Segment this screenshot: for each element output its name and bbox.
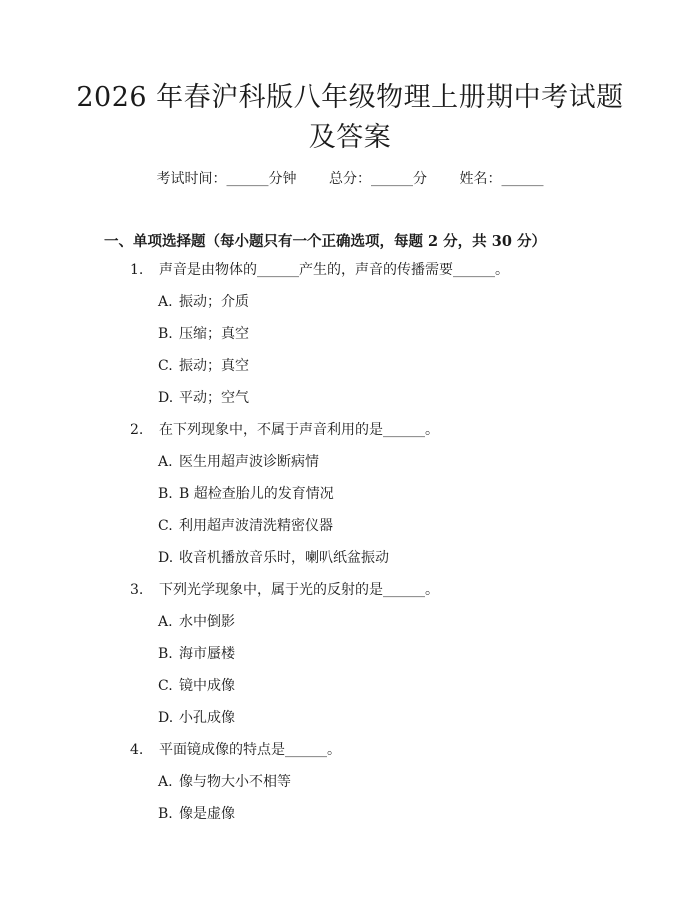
option-text: 小孔成像 (179, 710, 235, 726)
option-letter: C. (158, 518, 173, 534)
student-name-field: 姓名：______ (459, 171, 544, 187)
total-score-field: 总分：______分 (329, 171, 427, 187)
page-title (60, 78, 640, 158)
option-text: 水中倒影 (179, 614, 235, 630)
option-text: 像与物大小不相等 (179, 774, 291, 790)
question-text: 下列光学现象中，属于光的反射的是______。 (159, 582, 439, 598)
question-number: 1. (130, 262, 144, 278)
option-2b (158, 484, 334, 504)
question-number: 2. (130, 422, 144, 438)
option-4b (158, 804, 235, 824)
option-text: 压缩；真空 (179, 326, 249, 342)
option-letter: B. (158, 806, 173, 822)
option-3c (158, 676, 235, 696)
option-letter: D. (158, 550, 174, 566)
title-line-2: 及答案 (308, 122, 392, 153)
option-letter: B. (158, 326, 173, 342)
option-letter: C. (158, 358, 173, 374)
option-text: 振动；真空 (179, 358, 249, 374)
question-1 (130, 260, 509, 280)
option-text: 海市蜃楼 (179, 646, 235, 662)
question-text: 平面镜成像的特点是______。 (159, 742, 341, 758)
exam-time-field: 考试时间：______分钟 (156, 171, 297, 187)
question-4 (130, 740, 341, 760)
option-1b (158, 324, 249, 344)
option-text: B 超检查胎儿的发育情况 (179, 486, 334, 502)
exam-meta (0, 168, 700, 188)
option-2d (158, 548, 389, 568)
option-text: 医生用超声波诊断病情 (179, 454, 319, 470)
option-letter: B. (158, 646, 173, 662)
option-3b (158, 644, 235, 664)
option-2a (158, 452, 319, 472)
option-letter: C. (158, 678, 173, 694)
option-letter: A. (158, 774, 173, 790)
question-text: 声音是由物体的______产生的，声音的传播需要______。 (159, 262, 509, 278)
option-letter: D. (158, 390, 174, 406)
option-text: 平动；空气 (179, 390, 249, 406)
option-1c (158, 356, 249, 376)
option-text: 振动；介质 (179, 294, 249, 310)
option-letter: D. (158, 710, 174, 726)
question-number: 4. (130, 742, 144, 758)
question-number: 3. (130, 582, 144, 598)
title-line-1: 2026 年春沪科版八年级物理上册期中考试题 (76, 82, 624, 113)
option-text: 像是虚像 (179, 806, 235, 822)
question-text: 在下列现象中，不属于声音利用的是______。 (159, 422, 439, 438)
option-text: 利用超声波清洗精密仪器 (179, 518, 333, 534)
option-1a (158, 292, 249, 312)
option-text: 镜中成像 (179, 678, 235, 694)
option-2c (158, 516, 333, 536)
option-1d (158, 388, 249, 408)
option-text: 收音机播放音乐时，喇叭纸盆振动 (179, 550, 389, 566)
option-letter: B. (158, 486, 173, 502)
question-3 (130, 580, 439, 600)
option-3d (158, 708, 235, 728)
option-letter: A. (158, 294, 173, 310)
question-2 (130, 420, 439, 440)
option-3a (158, 612, 235, 632)
option-letter: A. (158, 614, 173, 630)
option-4a (158, 772, 291, 792)
option-letter: A. (158, 454, 173, 470)
section-heading: 一、单项选择题（每小题只有一个正确选项，每题 2 分，共 30 分） (104, 233, 546, 250)
